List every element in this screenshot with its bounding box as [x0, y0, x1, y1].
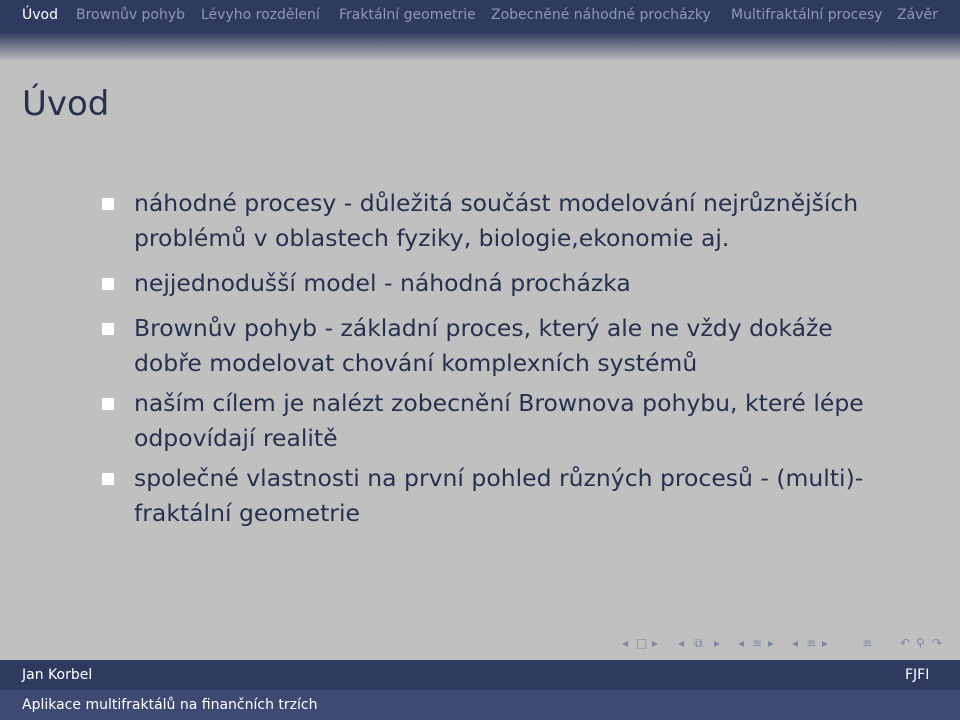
document-icon[interactable]: ≡ [806, 636, 817, 650]
bullet-text: naším cílem je nalézt zobecnění Brownova pohybu, které lépe odpovídají realitě [134, 389, 864, 452]
square-bullet-icon [102, 398, 114, 410]
back-icon[interactable]: ↶ [900, 636, 911, 650]
footer-institute: FJFI [905, 667, 930, 683]
nav-section-levyho-rozdeleni[interactable]: Lévyho rozdělení [201, 7, 320, 23]
footer-author-row [0, 660, 960, 690]
search-icon[interactable]: ⚲ [916, 636, 925, 650]
nav-section-zobecnene-nahodne-prochazky[interactable]: Zobecněné náhodné procházky [491, 7, 711, 23]
square-bullet-icon [102, 323, 114, 335]
frame-title: Úvod [22, 84, 110, 124]
appendix-icon[interactable]: ≡ [862, 636, 873, 650]
footer-title-row [0, 690, 960, 720]
bullet-text: Brownův pohyb - základní proces, který ale ne vždy dokáže dobře modelovat chování komplexních systémů [134, 314, 833, 377]
bullet-text: náhodné procesy - důležitá součást modelování nejrůznějších problémů v oblastech fyziky, biologie,ekonomie aj. [134, 189, 859, 252]
bullet-list [102, 186, 882, 541]
document-prev-arrow-icon[interactable]: ◂ [792, 636, 799, 650]
subsection-icon[interactable]: ⧉ [694, 636, 703, 650]
list-item [102, 461, 882, 531]
footer [0, 660, 960, 720]
footer-author: Jan Korbel [22, 667, 93, 683]
section-icon[interactable]: ≡ [752, 636, 763, 650]
square-bullet-icon [102, 473, 114, 485]
forward-icon[interactable]: ↷ [932, 636, 943, 650]
frame-icon[interactable]: □ [636, 636, 648, 650]
bullet-text: společné vlastnosti na první pohled různých procesů - (multi)-fraktální geometrie [134, 464, 864, 527]
section-navigation-bar [0, 0, 960, 32]
square-bullet-icon [102, 198, 114, 210]
subsection-next-arrow-icon[interactable]: ▸ [714, 636, 721, 650]
nav-section-brownuv-pohyb[interactable]: Brownův pohyb [76, 7, 186, 23]
nav-section-zaver[interactable]: Závěr [897, 7, 938, 23]
frame-prev-arrow-icon[interactable]: ◂ [622, 636, 629, 650]
nav-section-multifraktalni-procesy[interactable]: Multifraktální procesy [731, 7, 883, 23]
title-gradient-band [0, 32, 960, 62]
list-item [102, 386, 882, 456]
beamer-navigation-symbols [622, 636, 952, 656]
footer-talk-title: Aplikace multifraktálů na finančních trzích [22, 697, 318, 713]
bullet-text: nejjednodušší model - náhodná procházka [134, 269, 631, 297]
list-item [102, 311, 882, 381]
document-next-arrow-icon[interactable]: ▸ [822, 636, 829, 650]
section-next-arrow-icon[interactable]: ▸ [768, 636, 775, 650]
section-prev-arrow-icon[interactable]: ◂ [738, 636, 745, 650]
list-item [102, 266, 882, 301]
subsection-prev-arrow-icon[interactable]: ◂ [678, 636, 685, 650]
nav-section-uvod[interactable]: Úvod [22, 7, 58, 23]
frame-next-arrow-icon[interactable]: ▸ [652, 636, 659, 650]
square-bullet-icon [102, 278, 114, 290]
nav-section-fraktalni-geometrie[interactable]: Fraktální geometrie [339, 7, 476, 23]
list-item [102, 186, 882, 256]
